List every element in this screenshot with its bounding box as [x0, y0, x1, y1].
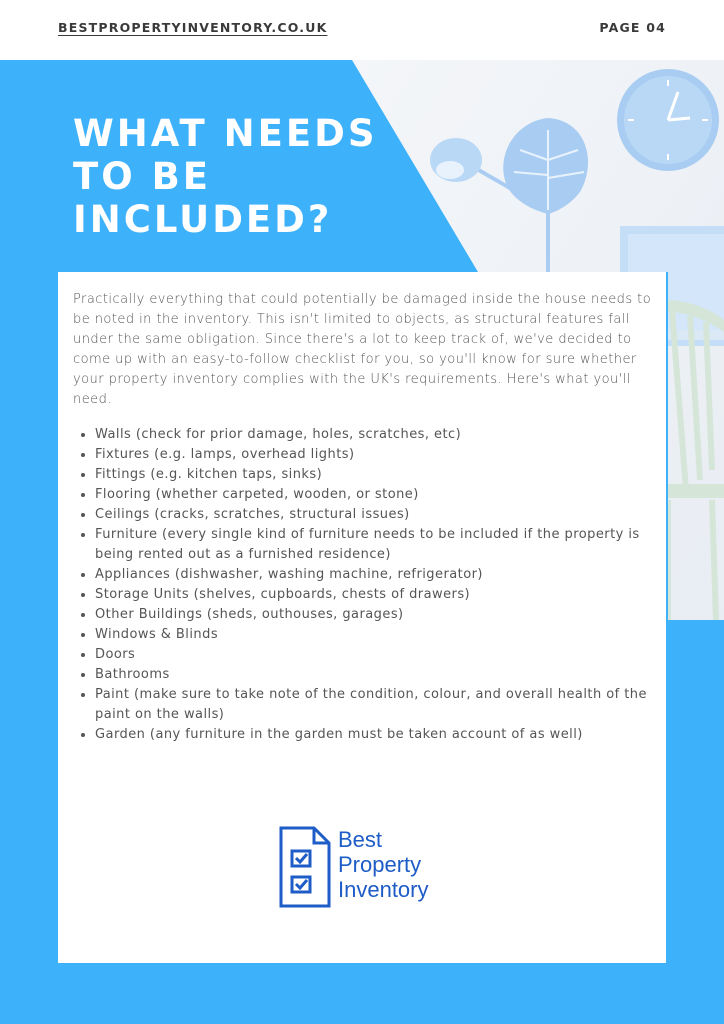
list-item: • Walls (check for prior damage, holes, scratches, etc) — [95, 425, 675, 445]
list-item: • Paint (make sure to take note of the condition, colour, and overall health of the paint on the walls) — [95, 685, 675, 725]
list-item: • Other Buildings (sheds, outhouses, garages) — [95, 605, 675, 625]
brand-logo — [278, 825, 458, 911]
page-title: WHAT NEEDS TO BE INCLUDED? — [73, 112, 378, 241]
list-item: • Flooring (whether carpeted, wooden, or stone) — [95, 485, 675, 505]
list-item: • Garden (any furniture in the garden must be taken account of as well) — [95, 725, 675, 745]
logo-wordmark — [338, 827, 429, 902]
list-item: • Fittings (e.g. kitchen taps, sinks) — [95, 465, 675, 485]
checklist-document-icon — [278, 825, 332, 909]
list-item: • Appliances (dishwasher, washing machine, refrigerator) — [95, 565, 675, 585]
logo-line-3: Inventory — [338, 877, 429, 902]
requirements-checklist — [73, 425, 675, 745]
list-item: • Storage Units (shelves, cupboards, chests of drawers) — [95, 585, 675, 605]
list-item: • Doors — [95, 645, 675, 665]
intro-paragraph: Practically everything that could potentially be damaged inside the house needs to be noted in the inventory. This isn't limited to objects, as structural features fall under the same obligation. Since there's a lot to keep track of, we've decided to come up with an easy-to-follow checklist for you, so you'll know for sure whether your property inventory complies with the UK's requirements. Here's what you'll need. — [73, 292, 652, 407]
page-number: PAGE 04 — [599, 20, 666, 35]
site-url-link[interactable]: BESTPROPERTYINVENTORY.CO.UK — [58, 20, 328, 35]
list-item: • Fixtures (e.g. lamps, overhead lights) — [95, 445, 675, 465]
clock-icon — [617, 69, 719, 171]
list-item: • Windows & Blinds — [95, 625, 675, 645]
logo-line-2: Property — [338, 852, 422, 877]
list-item: • Ceilings (cracks, scratches, structural issues) — [95, 505, 675, 525]
content-card — [58, 272, 666, 963]
list-item: • Bathrooms — [95, 665, 675, 685]
top-bar — [0, 0, 724, 60]
logo-line-1: Best — [338, 827, 383, 852]
list-item: • Furniture (every single kind of furniture needs to be included if the property is being rented out as a furnished residence) — [95, 525, 675, 565]
